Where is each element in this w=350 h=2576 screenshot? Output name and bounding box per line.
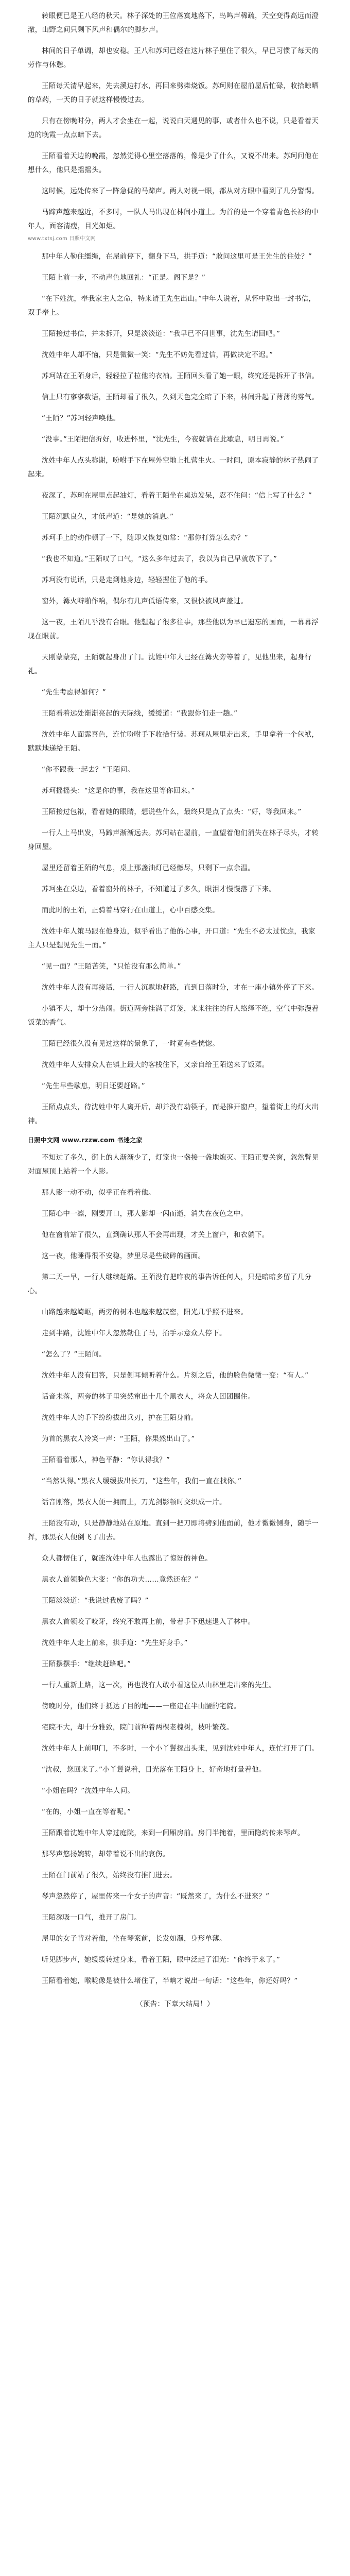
story-paragraph: 王陌淡淡道：“我说过我废了吗？” bbox=[42, 1597, 149, 1605]
story-paragraph: 黑衣人首领脸色大变：“你的功夫……竟然还在？” bbox=[42, 1575, 199, 1584]
story-paragraph: “小姐在吗？”沈姓中年人问。 bbox=[42, 1787, 135, 1795]
story-paragraph: 王陌在门前站了很久，始终没有推门进去。 bbox=[42, 1871, 177, 1879]
story-paragraph: 沈姓中年人上前叩门，不多时，一个小丫鬟探出头来，见到沈姓中年人，连忙打开了门。 bbox=[42, 1744, 319, 1753]
story-paragraph: 沈姓中年人走上前来，拱手道：“先生好身手。” bbox=[42, 1639, 188, 1647]
story-paragraph: 林间的日子单调，却也安稳。王八和苏珂已经在这片林子里住了很久，早已习惯了每天的劳作与休憩。 bbox=[28, 47, 319, 69]
story-paragraph: 沈姓中年人面露喜色，连忙吩咐手下收拾行装。苏珂从屋里走出来，手里拿着一个包袱，默默地递给王陌。 bbox=[28, 731, 319, 753]
story-paragraph: “在下姓沈，奉我家主人之命，特来请王先生出山。”中年人说着，从怀中取出一封书信，双手奉上。 bbox=[28, 295, 316, 317]
story-paragraph: 不知过了多久，街上的人渐渐少了，灯笼也一盏接一盏地熄灭。王陌正要关窗，忽然瞥见对面屋顶上站着一个人影。 bbox=[28, 1154, 319, 1176]
story-paragraph: 傍晚时分，他们终于抵达了目的地——一座建在半山腰的宅院。 bbox=[42, 1702, 241, 1710]
story-paragraph: 话音未落，两旁的林子里突然窜出十几个黑衣人，将众人团团围住。 bbox=[42, 1393, 255, 1401]
story-paragraph: 他在窗前站了很久，直到确认那人不会再出现，才关上窗户，和衣躺下。 bbox=[42, 1231, 269, 1239]
story-paragraph: 王陌看着天边的晚霞，忽然觉得心里空落落的，像是少了什么，又说不出来。苏珂问他在想什么，他只是摇摇头。 bbox=[28, 152, 319, 174]
section-opening bbox=[28, 9, 322, 233]
story-paragraph: “沈叔，您回来了。”小丫鬟说着，目光落在王陌身上，好奇地打量着他。 bbox=[42, 1766, 266, 1774]
chapter-ending-note: （预告：下章大结局！） bbox=[136, 2000, 214, 2008]
story-paragraph: 王陌跟着沈姓中年人穿过庭院，来到一间厢房前。房门半掩着，里面隐约传来琴声。 bbox=[42, 1829, 305, 1837]
story-paragraph: “先生早些歇息，明日还要赶路。” bbox=[42, 1082, 146, 1090]
section-closing bbox=[28, 1151, 322, 1988]
story-paragraph: 王陌深吸一口气，推开了房门。 bbox=[42, 1913, 142, 1922]
story-paragraph: 这时候，远处传来了一阵急促的马蹄声。两人对视一眼，都从对方眼中看到了几分警惕。 bbox=[42, 187, 319, 195]
watermark-text: www.txtsj.com 日照中文网 bbox=[28, 236, 96, 242]
story-paragraph: “在的，小姐一直在等着呢。” bbox=[42, 1808, 131, 1816]
story-paragraph: 走到半路，沈姓中年人忽然勒住了马，抬手示意众人停下。 bbox=[42, 1329, 226, 1337]
story-paragraph: 那琴声悠扬婉转，却带着说不出的哀伤。 bbox=[42, 1850, 170, 1858]
story-paragraph: 话音刚落，黑衣人便一拥而上，刀光剑影顿时交织成一片。 bbox=[42, 1498, 226, 1506]
story-paragraph: 沈姓中年人的手下纷纷拔出兵刃，护在王陌身前。 bbox=[42, 1414, 198, 1422]
story-paragraph: 沈姓中年人没有再接话，一行人沉默地赶路，直到日落时分，才在一座小镇外停了下来。 bbox=[42, 984, 319, 992]
story-paragraph: 第二天一早，一行人继续赶路。王陌没有把昨夜的事告诉任何人，只是暗暗多留了几分心。 bbox=[28, 1273, 312, 1295]
story-paragraph: 王陌摆摆手：“继续赶路吧。” bbox=[42, 1660, 131, 1668]
story-paragraph: 屋里还留着王陌的气息，桌上那盏油灯已经燃尽，只剩下一点余温。 bbox=[42, 864, 255, 872]
story-paragraph: 王陌沉默良久，才低声道：“是她的消息。” bbox=[42, 513, 174, 521]
story-paragraph: 为首的黑衣人冷笑一声：“王陌，你果然出山了。” bbox=[42, 1435, 195, 1443]
story-paragraph: 王陌接过书信，并未拆开，只是淡淡道：“我早已不问世事，沈先生请回吧。” bbox=[42, 330, 281, 338]
story-paragraph: 琴声忽然停了，屋里传来一个女子的声音：“既然来了，为什么不进来？” bbox=[42, 1892, 270, 1901]
story-paragraph: 窗外，篝火噼啪作响，偶尔有几声低语传来，又很快被风声盖过。 bbox=[42, 597, 248, 605]
story-paragraph: 黑衣人首领咬了咬牙，终究不敢再上前，带着手下迅速退入了林中。 bbox=[42, 1618, 255, 1626]
story-paragraph: 小镇不大，却十分热闹。街道两旁挂满了灯笼，来来往往的行人络绎不绝，空气中弥漫着饭菜的香气。 bbox=[28, 1005, 319, 1027]
story-paragraph: “先生考虑得如何？” bbox=[42, 688, 106, 697]
story-paragraph: 听见脚步声，她缓缓转过身来，看着王陌，眼中泛起了泪光：“你终于来了。” bbox=[42, 1956, 281, 1964]
story-paragraph: 苏珂手上的动作顿了一下，随即又恢复如常：“那你打算怎么办？” bbox=[42, 534, 248, 542]
story-paragraph: 王陌看着远处渐渐亮起的天际线，缓缓道：“我跟你们走一趟。” bbox=[42, 709, 238, 718]
story-paragraph: 王陌已经很久没有见过这样的景象了，一时竟有些恍惚。 bbox=[42, 1040, 219, 1048]
story-paragraph: 王陌接过包袱，看着她的眼睛，想说些什么，最终只是点了点头：“好，等我回来。” bbox=[42, 808, 302, 816]
story-paragraph: 王陌看着那人，神色平静：“你认得我？” bbox=[42, 1456, 170, 1464]
story-paragraph: 那人影一动不动，似乎正在看着他。 bbox=[42, 1189, 155, 1197]
story-paragraph: “见一面？”王陌苦笑，“只怕没有那么简单。” bbox=[42, 962, 181, 971]
story-paragraph: 一行人上马出发，马蹄声渐渐远去。苏珂站在屋前，一直望着他们消失在林子尽头，才转身回屋。 bbox=[28, 829, 319, 851]
story-paragraph: 天刚蒙蒙亮，王陌就起身出了门。沈姓中年人已经在篝火旁等着了，见他出来，起身行礼。 bbox=[28, 653, 312, 675]
story-paragraph: 沈姓中年人没有回答，只是侧耳倾听着什么。片刻之后，他的脸色微微一变：“有人。” bbox=[42, 1371, 309, 1380]
story-paragraph: “王陌？”苏珂轻声唤他。 bbox=[42, 414, 120, 422]
story-paragraph: 信上只有寥寥数语，王陌却看了很久，久到天色完全暗了下来，林间升起了薄薄的雾气。 bbox=[42, 393, 319, 401]
story-paragraph: “当然认得。”黑衣人缓缓拔出长刀，“这些年，我们一直在找你。” bbox=[42, 1477, 242, 1485]
story-paragraph: “怎么了？”王陌问。 bbox=[42, 1350, 106, 1359]
story-paragraph: 而此时的王陌，正骑着马穿行在山道上，心中百感交集。 bbox=[42, 906, 219, 914]
story-paragraph: 苏珂坐在桌边，看着窗外的林子，不知道过了多久，眼泪才慢慢落了下来。 bbox=[42, 885, 276, 893]
story-paragraph: 众人都愣住了，就连沈姓中年人也露出了惊讶的神色。 bbox=[42, 1554, 213, 1563]
story-paragraph: 一行人重新上路，这一次，再也没有人敢小看这位从山林里走出来的先生。 bbox=[42, 1681, 276, 1689]
story-paragraph: 宅院不大，却十分雅致，院门前种着两棵老槐树，枝叶繁茂。 bbox=[42, 1723, 234, 1732]
story-paragraph: “我也不知道。”王陌叹了口气，“这么多年过去了，我以为自己早就放下了。” bbox=[42, 555, 277, 563]
story-paragraph: 这一夜，王陌几乎没有合眼。他想起了很多往事，那些他以为早已遗忘的画面，一幕幕浮现在眼前。 bbox=[28, 618, 319, 640]
story-paragraph: 沈姓中年人安排众人在镇上最大的客栈住下，又亲自给王陌送来了饭菜。 bbox=[42, 1061, 269, 1069]
story-paragraph: 王陌没有动，只是静静地站在原地。直到一把刀即将劈到他面前，他才微微侧身，随手一挥，那黑衣人便倒飞了出去。 bbox=[28, 1519, 319, 1541]
story-paragraph: 山路越来越崎岖，两旁的树木也越来越茂密，阳光几乎照不进来。 bbox=[42, 1308, 248, 1316]
story-paragraph: 屋里的女子背对着他，坐在琴案前，长发如瀑，身形单薄。 bbox=[42, 1935, 226, 1943]
story-paragraph: 苏珂没有说话，只是走到他身边，轻轻握住了他的手。 bbox=[42, 576, 213, 584]
story-paragraph: 转眼便已是王八经的秋天。林子深处的王位落寞地落下，鸟鸣声稀疏，天空变得高远而澄澈，山野之间只剩下风声和偶尔的脚步声。 bbox=[28, 12, 319, 34]
story-paragraph: 苏珂站在王陌身后，轻轻拉了拉他的衣袖。王陌回头看了她一眼，终究还是拆开了书信。 bbox=[42, 372, 319, 380]
story-paragraph: “你不跟我一起去？”王陌问。 bbox=[42, 766, 135, 774]
story-paragraph: 王陌上前一步，不动声色地回礼：“正是。阁下是？” bbox=[42, 274, 206, 282]
story-paragraph: 那中年人勒住缰绳，在屋前停下，翻身下马，拱手道：“敢问这里可是王先生的住处？” bbox=[42, 252, 312, 261]
story-paragraph: 只有在傍晚时分，两人才会坐在一起，说说白天遇见的事，或者什么也不说，只是看着天边的晚霞一点点暗下去。 bbox=[28, 117, 319, 139]
story-paragraph: 沈姓中年人策马跟在他身边，似乎看出了他的心事，开口道：“先生不必太过忧虑，我家主人只是想见先生一面。” bbox=[28, 927, 316, 950]
story-paragraph: 这一夜，他睡得很不安稳，梦里尽是些破碎的画面。 bbox=[42, 1252, 205, 1260]
story-paragraph: 王陌心中一凛，刚要开口，那人影却一闪而逝，消失在夜色之中。 bbox=[42, 1210, 248, 1218]
story-paragraph: 王陌每天清早起来，先去溪边打水，再回来劈柴烧饭。苏珂则在屋前屋后忙碌，收拾晾晒的草药，一天的日子就这样慢慢过去。 bbox=[28, 82, 319, 104]
story-paragraph: 王陌看着她，喉咙像是被什么堵住了，半晌才说出一句话：“这些年，你还好吗？” bbox=[42, 1977, 298, 1985]
promo-text: 日照中文网 www.rzzw.com 书迷之家 bbox=[28, 1137, 143, 1144]
story-paragraph: 苏珂摇摇头：“这是你的事，我在这里等你回来。” bbox=[42, 787, 195, 795]
story-paragraph: 马蹄声越来越近，不多时，一队人马出现在林间小道上。为首的是一个穿着青色长衫的中年人，面容清瘦，目光如炬。 bbox=[28, 208, 319, 230]
story-paragraph: 沈姓中年人却不恼，只是微微一笑：“先生不妨先看过信，再做决定不迟。” bbox=[42, 351, 273, 359]
story-paragraph: 夜深了，苏珂在屋里点起油灯，看着王陌坐在桌边发呆，忍不住问：“信上写了什么？” bbox=[42, 492, 312, 500]
story-paragraph: 沈姓中年人点头称谢，吩咐手下在屋外空地上扎营生火。一时间，原本寂静的林子热闹了起来。 bbox=[28, 456, 319, 479]
story-paragraph: “没事。”王陌把信折好，收进怀里，“沈先生，今夜就请在此歇息，明日再说。” bbox=[42, 435, 285, 444]
section-middle bbox=[28, 250, 322, 1128]
story-paragraph: 王陌点点头，待沈姓中年人离开后，却并没有动筷子，而是推开窗户，望着街上的灯火出神。 bbox=[28, 1103, 319, 1125]
